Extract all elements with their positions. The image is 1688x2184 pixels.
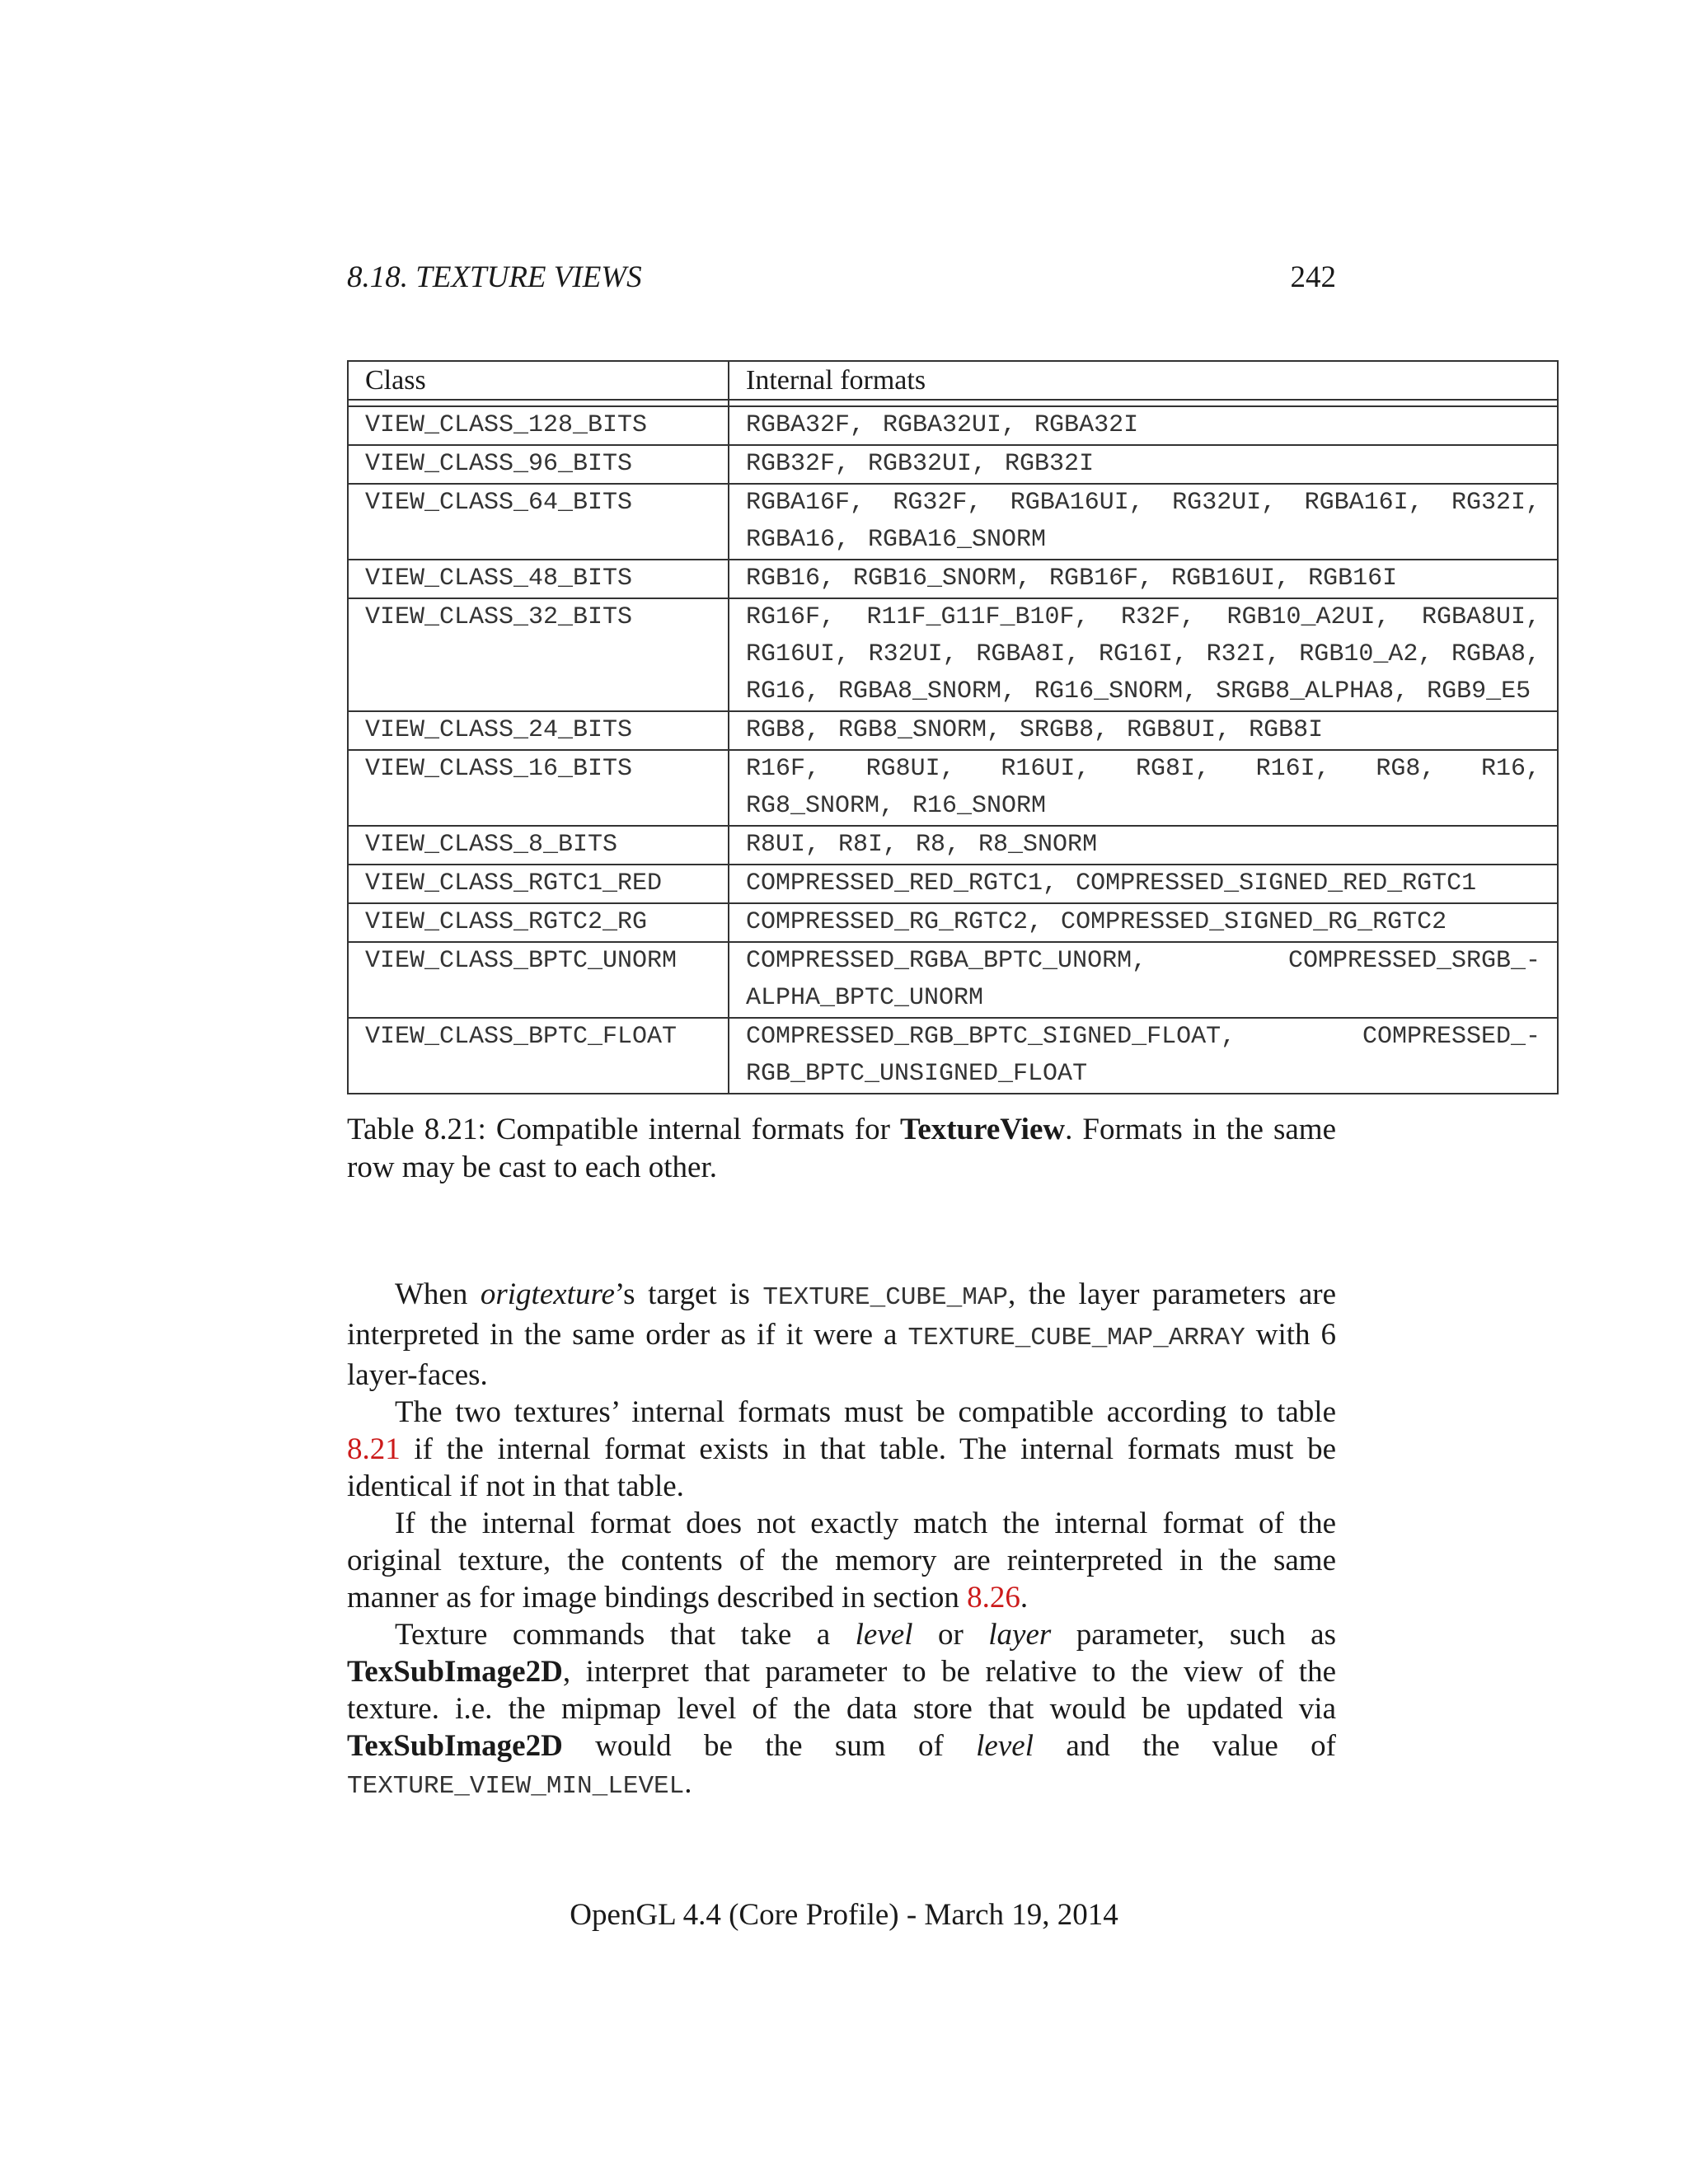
param-name: level [855,1618,913,1652]
table-body [348,406,1558,1094]
text-run: When [395,1277,481,1311]
param-name: origtexture [480,1277,615,1311]
view-class-cell: VIEW_CLASS_RGTC2_RG [348,903,729,942]
text-run: ’s target is [614,1277,763,1311]
text-run: and the value of [1033,1729,1337,1763]
view-class-cell: VIEW_CLASS_8_BITS [348,826,729,865]
token-texture-cube-map: TEXTURE_CUBE_MAP [762,1283,1009,1312]
body-text [347,1276,1336,1805]
page-footer: OpenGL 4.4 (Core Profile) - March 19, 2014 [570,1898,1118,1932]
table-row [348,903,1558,942]
internal-formats-cell: R16F, RG8UI, R16UI, RG8I, R16I, RG8, R16, RG8_SNORM, R16_SNORM [729,750,1558,826]
text-run: if the internal format exists in that table. The internal formats must be identical if not in that table. [347,1432,1336,1503]
view-class-cell: VIEW_CLASS_BPTC_UNORM [348,942,729,1018]
text-run: would be the sum of [562,1729,977,1763]
view-class-cell: VIEW_CLASS_24_BITS [348,711,729,750]
text-run: The two textures’ internal formats must be compatible according to table [395,1395,1336,1429]
formats-table [347,360,1557,1094]
view-class-cell: VIEW_CLASS_RGTC1_RED [348,865,729,903]
view-class-cell: VIEW_CLASS_48_BITS [348,560,729,598]
text-run: . [1020,1581,1029,1615]
view-class-cell: VIEW_CLASS_64_BITS [348,484,729,560]
table-row [348,1018,1558,1094]
table-row [348,826,1558,865]
token-texture-view-min-level: TEXTURE_VIEW_MIN_LEVEL [347,1772,685,1801]
command-name: TexSubImage2D [347,1655,563,1689]
table-reference-link[interactable]: 8.21 [347,1432,401,1466]
table-row [348,711,1558,750]
text-run: Texture commands that take a [395,1618,856,1652]
internal-formats-cell: RGB8, RGB8_SNORM, SRGB8, RGB8UI, RGB8I [729,711,1558,750]
paragraph-4 [347,1616,1336,1805]
caption-prefix: Table 8.21: Compatible internal formats for [347,1113,901,1146]
internal-formats-cell: RGB16, RGB16_SNORM, RGB16F, RGB16UI, RGB16I [729,560,1558,598]
internal-formats-cell: RGB32F, RGB32UI, RGB32I [729,445,1558,484]
internal-formats-cell: COMPRESSED_RG_RGTC2, COMPRESSED_SIGNED_RG_RGTC2 [729,903,1558,942]
section-title: 8.18. TEXTURE VIEWS [347,260,642,294]
table-row [348,445,1558,484]
view-class-cell: VIEW_CLASS_BPTC_FLOAT [348,1018,729,1094]
page-number: 242 [1290,260,1336,294]
table-row [348,560,1558,598]
view-class-cell: VIEW_CLASS_96_BITS [348,445,729,484]
running-header [347,260,1336,299]
table-row [348,865,1558,903]
param-name: level [976,1729,1034,1763]
text-run: If the internal format does not exactly match the internal format of the original texture, the contents of the memory are reinterpreted in the same manner as for image bindings described in section [347,1507,1336,1615]
internal-formats-cell: COMPRESSED_RGBA_BPTC_UNORM, COMPRESSED_SRGB_-ALPHA_BPTC_UNORM [729,942,1558,1018]
table-row [348,598,1558,711]
command-name: TexSubImage2D [347,1729,563,1763]
internal-formats-cell: RGBA32F, RGBA32UI, RGBA32I [729,406,1558,445]
paragraph-2 [347,1394,1336,1505]
table-row [348,484,1558,560]
param-name: layer [988,1618,1052,1652]
text-run: , interpret that parameter to be relative to the view of the texture. i.e. the mipmap level of the data store that would be updated via [347,1655,1336,1726]
internal-formats-cell: COMPRESSED_RED_RGTC1, COMPRESSED_SIGNED_RED_RGTC1 [729,865,1558,903]
table-row [348,750,1558,826]
table-caption [347,1111,1336,1187]
caption-function-name: TextureView [900,1113,1066,1146]
table-row [348,406,1558,445]
table-row [348,942,1558,1018]
text-run: with 6 layer-faces. [347,1318,1336,1392]
internal-formats-cell: R8UI, R8I, R8, R8_SNORM [729,826,1558,865]
view-class-cell: VIEW_CLASS_16_BITS [348,750,729,826]
internal-formats-cell: RG16F, R11F_G11F_B10F, R32F, RGB10_A2UI, RGBA8UI, RG16UI, R32UI, RGBA8I, RG16I, R32I, RGB10_A2, RGBA8, RG16, RGBA8_SNORM, RG16_SNORM, SRGB8_ALPHA8, RGB9_E5 [729,598,1558,711]
text-run: . [684,1766,692,1800]
section-reference-link[interactable]: 8.26 [967,1581,1020,1615]
text-run: parameter, such as [1051,1618,1336,1652]
token-texture-cube-map-array: TEXTURE_CUBE_MAP_ARRAY [907,1324,1245,1352]
caption-suffix: . Formats in the same row may be cast to each other. [347,1113,1336,1184]
paragraph-1 [347,1276,1336,1394]
header-separator [348,400,1558,406]
view-class-cell: VIEW_CLASS_128_BITS [348,406,729,445]
text-run: , the layer parameters are interpreted in the same order as if it were a [347,1277,1336,1352]
paragraph-3 [347,1505,1336,1616]
text-run: or [912,1618,989,1652]
column-header-formats: Internal formats [729,361,1558,400]
view-class-cell: VIEW_CLASS_32_BITS [348,598,729,711]
column-header-class: Class [348,361,729,400]
table-header-row [348,361,1558,400]
internal-formats-cell: COMPRESSED_RGB_BPTC_SIGNED_FLOAT, COMPRESSED_-RGB_BPTC_UNSIGNED_FLOAT [729,1018,1558,1094]
internal-formats-cell: RGBA16F, RG32F, RGBA16UI, RG32UI, RGBA16I, RG32I, RGBA16, RGBA16_SNORM [729,484,1558,560]
